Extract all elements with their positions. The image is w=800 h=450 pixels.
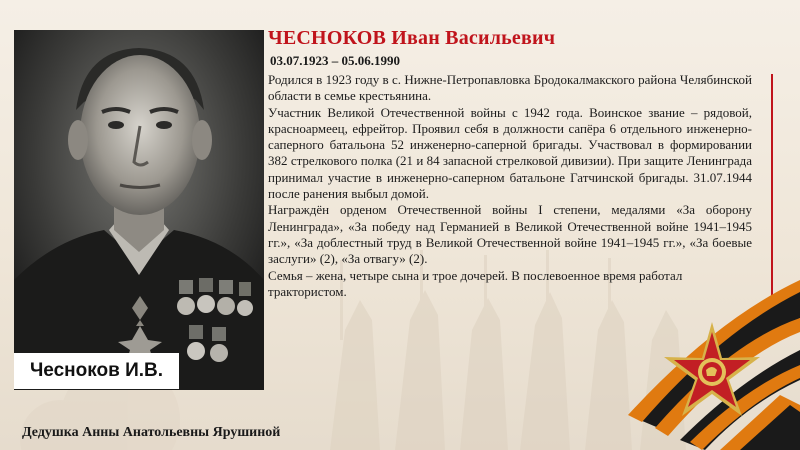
- portrait-caption: Чесноков И.В.: [29, 360, 164, 381]
- life-dates: 03.07.1923 – 05.06.1990: [270, 53, 400, 68]
- footer-relation: Дедушка Анны Анатольевны Ярушиной: [22, 425, 281, 440]
- bio-paragraph-awards: Награждён орденом Отечественной войны I степени, медалями «За оборону Ленинграда», «За победу над Германией в Великой Отечественной войне 1941–1945 гг.», «За доблестный труд в Великой Отечественной войне 1941–1945 гг.», «За боевые заслуги» (2), «За отвагу» (2).: [268, 202, 752, 267]
- bio-paragraph-birth: Родился в 1923 году в с. Нижне-Петропавловка Бродокалмакского района Челябинской области в семье крестьянина.: [268, 72, 752, 104]
- bio-paragraph-family: Семья – жена, четыре сына и трое дочерей. В послевоенное время работал трактористом.: [268, 267, 683, 299]
- bio-paragraph-service: Участник Великой Отечественной войны с 1942 года. Воинское звание – рядовой, красноармеец, ефрейтор. Проявил себя в должности сапёра 6 отдельного инженерно-саперного батальона 52 инженерно-саперной бригады. Участвовал в формировании 382 стрелкового полка (21 и 84 запасной стрелковой дивизии). При защите Ленинграда принимал участие в инженерно-саперном батальоне Гатчинской бригады. 31.07.1944 после ранения выбыл домой.: [268, 104, 752, 202]
- person-name-title: ЧЕСНОКОВ Иван Васильевич: [268, 27, 556, 49]
